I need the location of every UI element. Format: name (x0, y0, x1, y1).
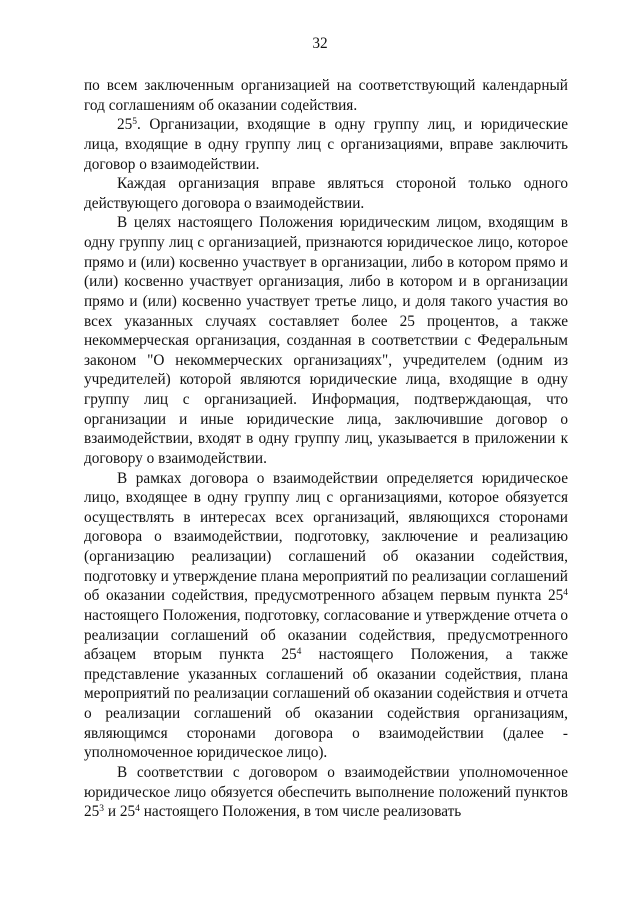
document-body (84, 76, 568, 822)
paragraph-text: В рамках договора о взаимодействии определяется юридическое лицо, входящее в одну группу лиц с организациями, которое обязуется осуществлять в интересах всех организаций, являющихся сторонами договора о взаимодействии, подготовку, заключение и реализацию (организацию реализации) соглашений об оказании содействия, подготовку и утверждение плана мероприятий по реализации соглашений об оказании содействия, предусмотренного абзацем первым пункта 25 (84, 469, 568, 605)
paragraph-group-definition: В целях настоящего Положения юридическим лицом, входящим в одну группу лиц с организацией, признаются юридическое лицо, которое прямо и (или) косвенно участвует в организации, либо в котором прямо и (или) косвенно участвует организация, либо в котором и в организации прямо и (или) косвенно участвует третье лицо, и доля такого участия во всех указанных случаях составляет более 25 процентов, а также некоммерческая организация, созданная в соответствии с Федеральным законом "О некоммерческих организациях", учредителем (одним из учредителей) которой являются юридические лица, входящие в одну группу лиц с организацией. Информация, подтверждающая, что организации и иные юридические лица, заключившие договор о взаимодействии, входят в одну группу лиц, указывается в приложении к договору о взаимодействии. (84, 214, 568, 467)
paragraph-single-agreement: Каждая организация вправе являться стороной только одного действующего договора о взаимодействии. (84, 175, 568, 212)
item-number: 25 (117, 116, 133, 134)
paragraph-item-25-5 (84, 115, 568, 174)
paragraph-text: настоящего Положения, подготовку, согласование и утверждение отчета о реализации соглашений об оказании содействия, предусмотренного абзацем вторым пункта 25 (84, 606, 568, 664)
paragraph-continuation: по всем заключенным организацией на соответствующий календарный год соглашениям об оказании содействия. (84, 77, 568, 114)
item-reference-superscript: 4 (135, 803, 140, 814)
page-number: 32 (312, 35, 328, 52)
item-reference-superscript: 3 (99, 803, 105, 814)
paragraph-text: . Организации, входящие в одну группу лиц, и юридические лица, входящие в одну группу лиц с организациями, вправе заключить договор о взаимодействии. (84, 116, 568, 173)
paragraph-text: и 25 (104, 803, 136, 821)
paragraph-text: настоящего Положения, в том числе реализовать (139, 803, 462, 821)
paragraph-authorized-entity (84, 469, 568, 763)
item-reference-superscript: 4 (296, 646, 302, 657)
paragraph-text: В соответствии с договором о взаимодействии уполномоченное юридическое лицо обязуется обеспечить выполнение положений пунктов 25 (84, 763, 568, 821)
paragraph-text: настоящего Положения, а также представление указанных соглашений об оказании содействия, плана мероприятий по реализации соглашений об оказании содействия и отчета о реализации соглашений об оказании содействия организациям, являющимся сторонами договора о взаимодействии (далее - уполномоченное юридическое лицо). (84, 646, 568, 762)
paragraph-obligations (84, 763, 568, 822)
item-number-superscript: 5 (132, 117, 138, 128)
item-reference-superscript: 4 (563, 588, 568, 599)
